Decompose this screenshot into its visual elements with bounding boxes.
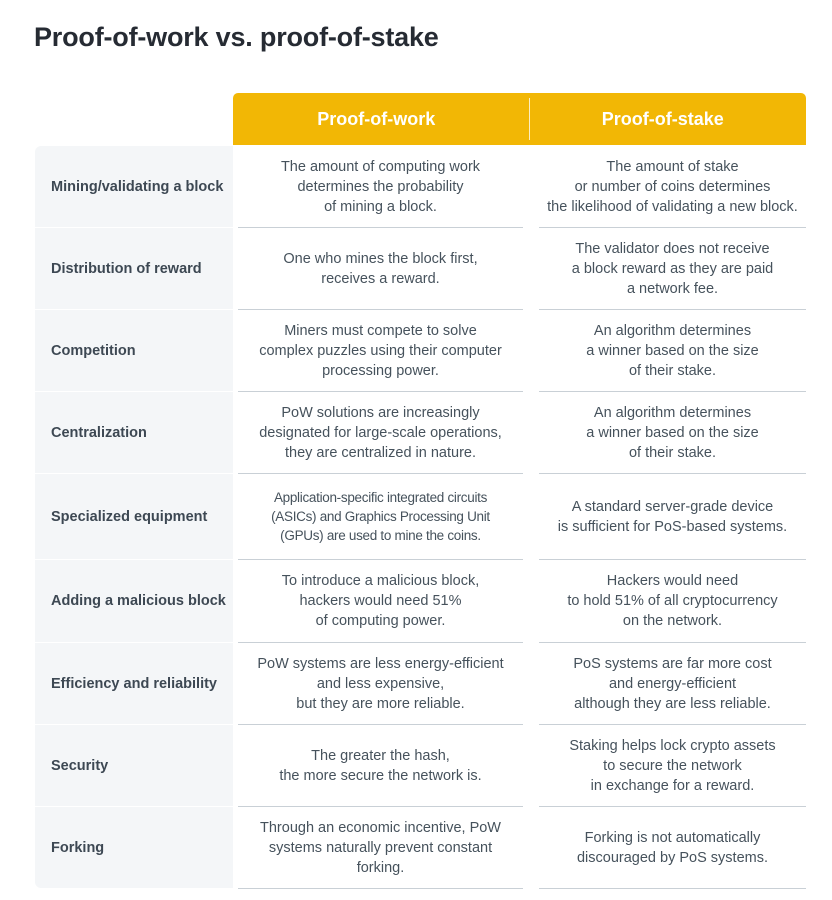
pos-cell: A standard server-grade device is sufficient for PoS-based systems. bbox=[539, 474, 806, 560]
row-label: Centralization bbox=[35, 392, 233, 474]
table-row bbox=[35, 474, 806, 560]
pos-cell: An algorithm determines a winner based on the size of their stake. bbox=[539, 392, 806, 474]
pow-cell: PoW solutions are increasingly designated for large-scale operations, they are centralized in nature. bbox=[238, 392, 523, 474]
pow-cell: To introduce a malicious block, hackers would need 51% of computing power. bbox=[238, 560, 523, 643]
pow-cell: Application-specific integrated circuits (ASICs) and Graphics Processing Unit (GPUs) are used to mine the coins. bbox=[238, 474, 523, 560]
row-label: Mining/validating a block bbox=[35, 146, 233, 228]
header-proof-of-work: Proof-of-work bbox=[317, 108, 436, 129]
table-row bbox=[35, 643, 806, 725]
pow-cell: Through an economic incentive, PoW systems naturally prevent constant forking. bbox=[238, 807, 523, 889]
header-proof-of-stake: Proof-of-stake bbox=[601, 108, 724, 129]
row-label: Specialized equipment bbox=[35, 474, 233, 560]
pow-cell: One who mines the block first, receives a reward. bbox=[238, 228, 523, 310]
row-label: Adding a malicious block bbox=[35, 560, 233, 643]
pos-cell: PoS systems are far more cost and energy-efficient although they are less reliable. bbox=[539, 643, 806, 725]
table-row bbox=[35, 310, 806, 392]
table-header bbox=[233, 93, 806, 145]
table-row bbox=[35, 228, 806, 310]
pow-cell: The greater the hash, the more secure the network is. bbox=[238, 725, 523, 807]
pos-cell: Hackers would need to hold 51% of all cryptocurrency on the network. bbox=[539, 560, 806, 643]
pos-cell: Staking helps lock crypto assets to secure the network in exchange for a reward. bbox=[539, 725, 806, 807]
row-label: Competition bbox=[35, 310, 233, 392]
page-title: Proof-of-work vs. proof-of-stake bbox=[34, 22, 439, 52]
table-row bbox=[35, 807, 806, 889]
pos-cell: An algorithm determines a winner based on the size of their stake. bbox=[539, 310, 806, 392]
pow-cell: The amount of computing work determines the probability of mining a block. bbox=[238, 146, 523, 228]
pos-cell: The validator does not receive a block reward as they are paid a network fee. bbox=[539, 228, 806, 310]
table-row bbox=[35, 146, 806, 228]
row-label: Distribution of reward bbox=[35, 228, 233, 310]
table-row bbox=[35, 725, 806, 807]
table-row bbox=[35, 392, 806, 474]
pos-cell: Forking is not automatically discouraged by PoS systems. bbox=[539, 807, 806, 889]
row-label: Security bbox=[35, 725, 233, 807]
table-row bbox=[35, 560, 806, 643]
row-label: Forking bbox=[35, 807, 233, 889]
pow-cell: PoW systems are less energy-efficient and less expensive, but they are more reliable. bbox=[238, 643, 523, 725]
pow-cell: Miners must compete to solve complex puzzles using their computer processing power. bbox=[238, 310, 523, 392]
pos-cell: The amount of stake or number of coins determines the likelihood of validating a new block. bbox=[539, 146, 806, 228]
row-label: Efficiency and reliability bbox=[35, 643, 233, 725]
header-divider bbox=[529, 98, 530, 140]
